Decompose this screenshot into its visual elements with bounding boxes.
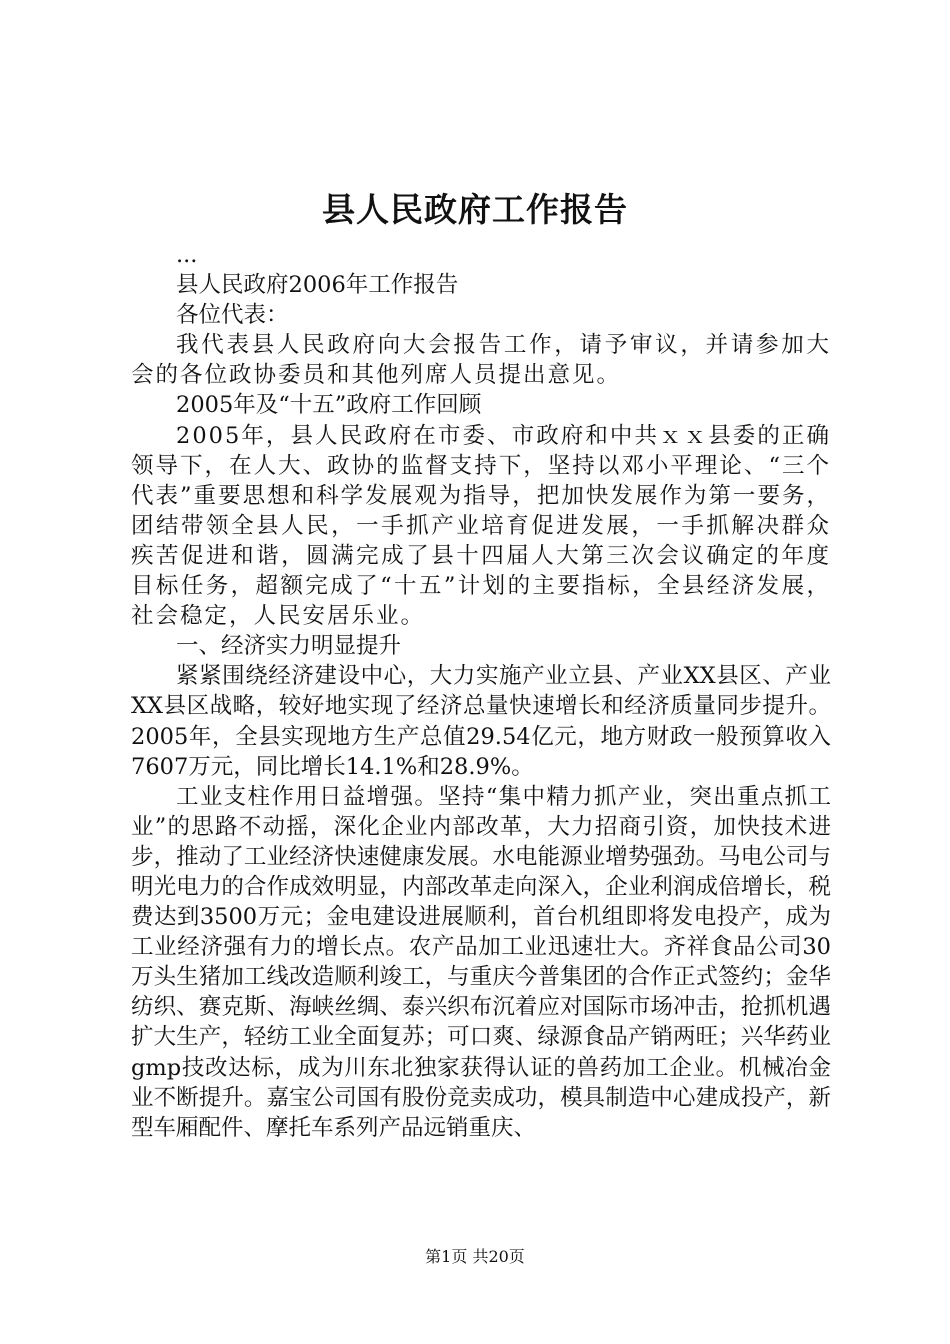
industry-paragraph: 工业支柱作用日益增强。坚持“集中精力抓产业，突出重点抓工业”的思路不动摇，深化企业内部改革，大力招商引资，加快技术进步，推动了工业经济快速健康发展。水电能源业增势强劲。马电公司与明光电力的合作成效明显，内部改革走向深入，企业利润成倍增长，税费达到3500万元；金电建设进展顺利，首台机组即将发电投产，成为工业经济强有力的增长点。农产品加工业迅速壮大。齐祥食品公司30万头生猪加工线改造顺利竣工，与重庆今普集团的合作正式签约；金华纺织、赛克斯、海峡丝绸、泰兴织布沉着应对国际市场冲击，抢抓机遇扩大生产，轻纺工业全面复苏；可口爽、绿源食品产销两旺；兴华药业gmp技改达标，成为川东北独家获得认证的兽药加工企业。机械冶金业不断提升。嘉宝公司国有股份竞卖成功，模具制造中心建成投产，新型车厢配件、摩托车系列产品远销重庆、 — [131, 783, 831, 1141]
economy-paragraph: 紧紧围绕经济建设中心，大力实施产业立县、产业XX县区、产业XX县区战略，较好地实现了经济总量快速增长和经济质量同步提升。2005年，全县实现地方生产总值29.54亿元，地方财政一般预算收入7607万元，同比增长14.1%和28.9%。 — [131, 663, 831, 780]
document-title: 县人民政府工作报告 — [322, 190, 628, 229]
salutation: 各位代表： — [176, 302, 289, 329]
report-heading: 县人民政府2006年工作报告 — [176, 272, 459, 299]
section-heading-review: 2005年及“十五”政府工作回顾 — [176, 392, 482, 419]
section-heading-economy: 一、经济实力明显提升 — [176, 633, 402, 660]
ellipsis-line: ... — [176, 242, 198, 268]
opening-paragraph: 我代表县人民政府向大会报告工作，请予审议，并请参加大会的各位政协委员和其他列席人员提出意见。 — [131, 332, 831, 389]
page-number-footer: 第1页 共20页 — [425, 1247, 525, 1266]
document-body — [131, 240, 831, 1143]
review-paragraph: 2005年，县人民政府在市委、市政府和中共ｘｘ县委的正确领导下，在人大、政协的监督支持下，坚持以邓小平理论、“三个代表”重要思想和科学发展观为指导，把加快发展作为第一要务，团结带领全县人民，一手抓产业培育促进发展，一手抓解决群众疾苦促进和谐，圆满完成了县十四届人大第三次会议确定的年度目标任务，超额完成了“十五”计划的主要指标，全县经济发展，社会稳定，人民安居乐业。 — [131, 422, 831, 630]
